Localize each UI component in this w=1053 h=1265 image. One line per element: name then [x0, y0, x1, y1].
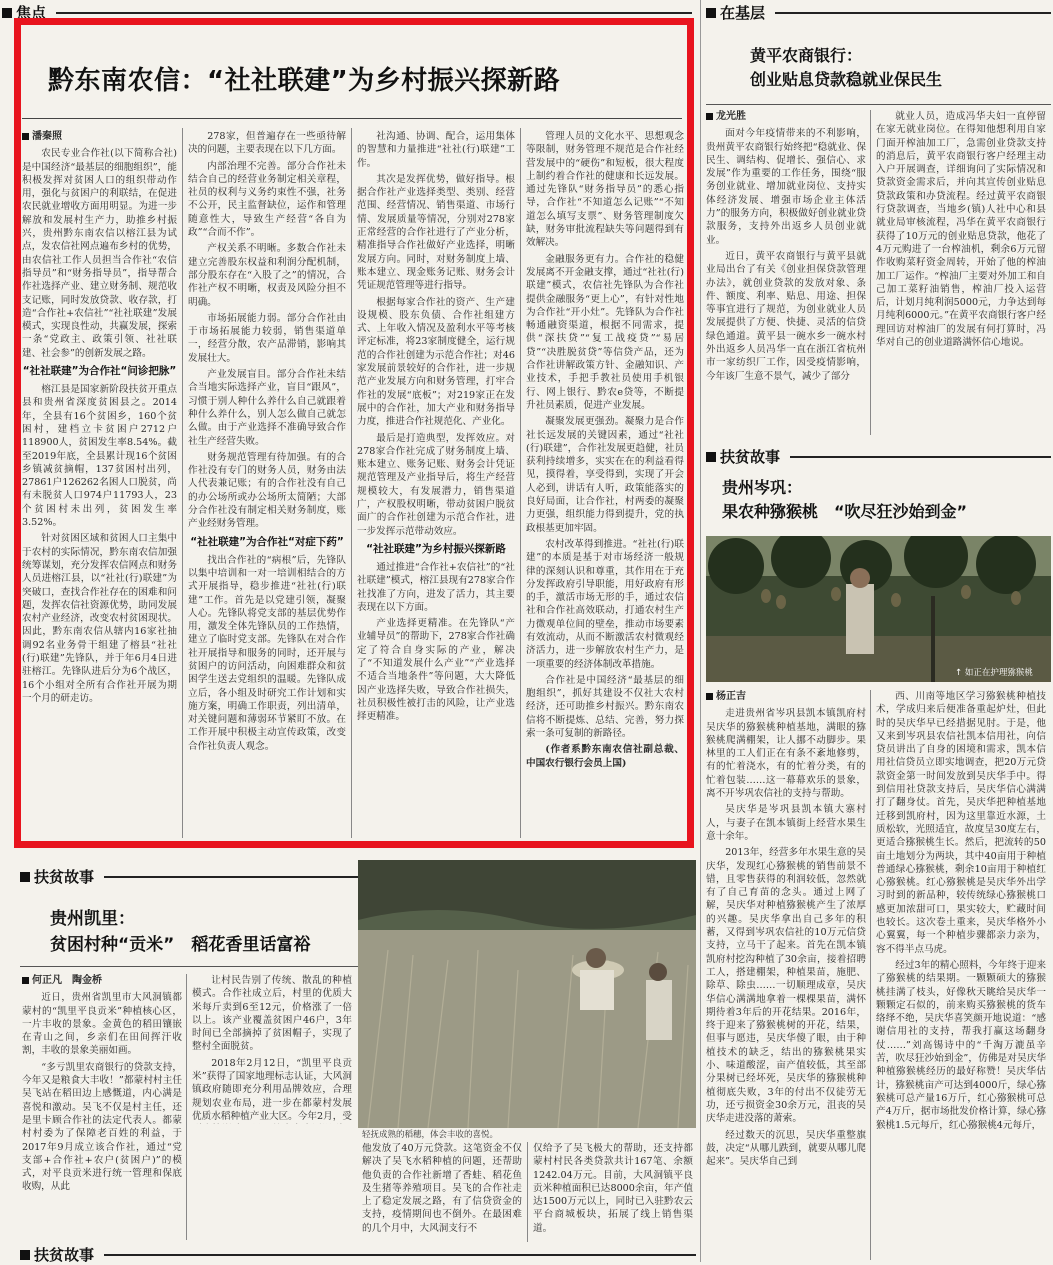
right-mid-column-1: [706, 690, 866, 1260]
paragraph: 产业发展盲目。部分合作社未结合当地实际选择产业，盲目“跟风”，习惯于别人种什么养什么自己就跟着种什么养什么，别人怎么做自己就怎么做。由于产业选择不准确导致合作社生产经营失败。: [188, 369, 346, 447]
headline-line: 贵州凯里：: [50, 909, 135, 929]
paragraph: 社沟通、协调、配合，运用集体的智慧和力量推进“社社(行)联建”工作。: [357, 131, 515, 169]
left-bottom-column-2b: [192, 1142, 352, 1242]
right-top-headline: [750, 44, 1040, 92]
main-column-2: [188, 130, 346, 835]
subheading: “社社联建”为合作社“对症下药”: [190, 535, 344, 548]
section-square-icon: [20, 1250, 30, 1260]
paragraph: 近日，黄平农商银行与黄平县就业局出台了有关《创业担保贷款管理办法》，就创业贷款的发放对象、条件、额度、利率、贴息、用途、担保等事宜进行了规范，为创业就业人员发展提供了方便、快捷、灵活的信贷绿色通道。黄平县一碗水乡一碗水村外出返乡人员冯华一直在浙江省杭州市一家纺织厂工作，因受疫情影响，今年该厂生意不景气，减少了部分: [706, 250, 866, 382]
paragraph: 仅给予了吴飞极大的帮助，还支持都蒙村村民各类贷款共计167笔、余额1242.04万元。目前，大风洞镇平良贡米种植面积已达8000余亩，年产值达1500万元以上，同时已入驻黔农云平台商城板块，拓展了线上销售渠道。: [533, 1143, 693, 1234]
paragraph: 农村改革得到推进。“社社(行)联建”的本质是基于对市场经济一般规律的深刻认识和尊重，其作用在于充分发挥政府引导职能，用好政府有形的手，激活市场无形的手，通过农信社和合作社高效联动，打通农村生产力微观单位间的壁垒，推动市场要素有效流动，从而不断激活农村微观经济活力，进一步解放农村生产力，是一项重要的经济体制改革措施。: [526, 538, 684, 670]
paragraph: 面对今年疫情带来的不利影响，贵州黄平农商银行始终把“稳就业、保民生、调结构、促增长、强信心、求发展”作为重要的工作任务，围绕“服务创业就业、增加就业岗位、支持实体经济发展、增强市场企业主体活力”的服务方向，积极做好创业就业贷款服务，支持外出返乡人员创业就业。: [706, 128, 866, 246]
paragraph: 农民专业合作社(以下简称合社)是中国经济“最基层的细胞组织”，能积极发挥对贫困人口的组织带动作用，强化与贫困户的利联结，在促进农民就业增收方面用明显。为进一步解放和发展村生产力，助推乡村振兴，贵州黔东南农信以榕江县为试点，发农信社网点遍布乡村的优势，由农信社工作人员担当合作社“农信指导员”和“财务指导员”，指导帮合作社选择产业、建立财务制、规范收支记账，同时发放贷款、收存款，打造“合作社+农信社”“社社联建”发展模式，实现良性动，共赢发展，探索一条“党政主、政策引领、社社联建、社会参”的创新发展之路。: [22, 148, 177, 359]
kiwifruit-photo: [706, 536, 1051, 682]
paragraph: 吴庆华是岑巩县凯本镇大寨村人，与妻子在凯本镇街上经营水果生意十余年。: [706, 804, 866, 842]
section-square-icon: [20, 872, 30, 882]
paragraph: 2018年2月12日，“凯里平良贡米”获得了国家地理标志认证，大风洞镇政府随即充分利用品牌效应，合理规划农业布局，进一步在都蒙村发展优质水稻种植产业大区。今年2月，受: [192, 1057, 352, 1122]
paragraph: 找出合作社的“病根”后，先锋队以集中培训和一对一培训相结合的方式开展指导，稳步推进“社社(行)联建”工作。首先是以党建引领，凝聚人心。先锋队将党支部的基层优势作用，激发全体先锋队员的工作热情，建立了临时党支部。先锋队在对合作社开展指导和服务的同时，还开展与贫困户的访问活动，向困难群众和贫困学生送去党组织的温暖。先锋队成立后，各小组及时研究工作计划和实施方案，明确工作职责，列出清单，对关键问题和薄弱环节紧盯不放。在工作开展中积极主动宣传政策，改变合作社负责人观念。: [188, 554, 346, 752]
paragraph: 市场拓展能力弱。部分合作社由于市场拓展能力较弱，销售渠道单一，经营分散，农产品滞销，影响其发展壮大。: [188, 312, 346, 364]
main-headline: 黔东南农信：“社社联建”为乡村振兴探新路: [48, 66, 561, 96]
photo-caption: ↑ 如正在护理猕猴桃: [955, 668, 1033, 678]
section-title: 扶贫故事: [720, 448, 781, 466]
paragraph: 他发放了40万元贷款。这笔资金不仅解决了吴飞水稻种植的问题，还帮助他负责的合作社新增了香蛙、稻花鱼及生猪等养殖项目。吴飞的合作社走上了稳定发展之路，有了信贷资金的支持，疫情期间也不倒外。在最困难的几个月中，大风洞支行不: [362, 1143, 522, 1234]
paragraph: 管理人员的文化水平、思想观念等限制，财务管理不规范是合作社经营发展中的“硬伤”和短板，很大程度上制约着合作社的健康和长远发展。通过先锋队“财务指导员”的悉心指导，合作社“不知道怎么记账”“不知道怎么填写支票”、财务管理制度欠缺，财务审批流程缺失等问题得到有效解决。: [526, 131, 684, 249]
section-title: 焦点: [16, 4, 47, 22]
paragraph: 西、川南等地区学习猕猴桃种植技术，学成归来后便准备重起炉灶，但此时的吴庆华早已经措据见肘。于是，他又来到岑巩县农信社凯本信用社，向信贷员讲出了自身的困境和需求，凯本信用社信贷员立即实地调查，把20万元贷款资金第一时间发放到吴庆华手中。得到信用社贷款支持后，吴庆华信心满满打了翻身仗。首先，吴庆华把种植基地迁移到凯府村，因为这里靠近水源，土质松软，光照适宜，故度呈30度左右，更适合猕猴桃生长。然后，把流转的50亩土地划分为两块，其中40亩用于种植普通绿心猕猴桃，剩余10亩用于种植红心猕猴桃。红心猕猴桃是吴庆华外出学习时到的新品种，较传统绿心猕猴桃口感更加浓甜可口，果实较大，贮藏时间也较长。这次卷土重来，吴庆华格外小心翼翼，每一个种植步骤都亲力亲为，容不得半点马虎。: [876, 691, 1046, 955]
main-column-1: [22, 130, 177, 835]
paragraph: 财务规范管理有待加强。有的合作社没有专门的财务人员，财务由法人代表兼记账；有的合作社没有自己的办公场所或办公场所太简陋；大部分合作社没有制定相关财务制度，账产业经财务管理。: [188, 451, 346, 530]
subheading: “社社联建”为乡村振兴探新路: [366, 542, 506, 555]
left-bottom-column-4: [533, 1142, 693, 1242]
paragraph: 就业人员，造成冯华夫妇一直停留在家无就业岗位。在得知他想利用自家门面开榨油加工厂，急需创业贷款支持的消息后，黄平农商银行客户经理主动入户开展调查，详细询问了实际情况和贷款资金需求后，并向其宣传创业贴息贷款政策和办贷流程。经过黄平农商银行贷款调查，当地乡(镇)人社中心和县就业局审核流程，冯华在黄平农商银行获得了10万元的创业贴息贷款，他花了4万元购进了一台榨油机，剩余6万元留作收购菜籽资金周转，开始了他的榨油加工厂运作。“榨油厂主要对外加工和自己加工菜籽油销售，榨油厂投入运营后，计划月纯利润5000元，力争达到每月纯利6000元。”在黄平农商银行客户经理回访对榨油厂的发展有何打算时，冯华对自己的创业道路满怀信心地说。: [876, 111, 1046, 349]
left-bottom-column-1: [22, 974, 182, 1240]
headline-line: 贵州岑巩：: [722, 478, 803, 497]
byline: 何正凡 陶金桥: [22, 974, 182, 987]
right-mid-column-2: [876, 690, 1046, 1260]
paragraph: 产业选择更精准。在先锋队“产业辅导员”的帮助下，278家合作社确定了符合自身实际的产业，解决了“不知道发展什么产业”“产业选择不适合当地条件”等问题，大大降低因产业选择失败，导致合作社损失，社员积极性被打击的风险，让产业选择更精准。: [357, 618, 515, 723]
paragraph: 通过推进“合作社+农信社”的“社社联建”模式，榕江县现有278家合作社找准了方向，进发了活力，其主要表现在以下方面。: [357, 561, 515, 613]
section-square-icon: [2, 8, 12, 18]
left-bottom-column-2: [192, 974, 352, 1124]
paragraph: 经过3年的精心照料，今年终于迎来了猕猴桃的结果期。一颗颗硕大的猕猴桃挂满了枝头，好像秋天眺给吴庆华一颗颗定石似的，前来购买猕猴桃的货车络绎不绝，吴庆华喜笑颜开地说道：“感谢信用社的支持，帮我打赢这场翻身仗……”刘高锡诗中的“千淘万漉虽辛苦，吹尽狂沙始到金”，仿佛是对吴庆华种植猕猴桃经历的最好称赞！吴庆华估计，猕猴桃亩产可达到4000斤，绿心猕猴桃可总产量16万斤，红心猕猴桃可总产4万斤，据市场批发价格计算，绿心猕猴桃1.5元每斤，红心猕猴桃4元每斤，: [876, 959, 1046, 1131]
headline-line: 黄平农商银行：: [750, 46, 863, 65]
paragraph: 近日，贵州省凯里市大风洞镇都蒙村的“凯里平良贡米”种植核心区，一片丰收的景象。金黄色的稻田镶嵌在青山之间，乡亲们在田间挥汗收割，丰收的景象美丽如画。: [22, 992, 182, 1057]
subheading: “社社联建”为合作社“问诊把脉”: [22, 365, 177, 378]
headline-line: 创业贴息贷款稳就业保民生: [750, 70, 943, 89]
left-bottom-column-3: [362, 1142, 522, 1242]
section-title: 在基层: [720, 4, 766, 22]
byline: 杨正吉: [706, 690, 866, 703]
section-header-at-grassroots: [706, 2, 1051, 23]
paragraph: 最后是打造典型，发挥效应。对278家合作社完成了财务制度上墙、账本建立、账务记账、财务会计凭证规范管理及产业指导后，将生产经营规模较大，有发展潜力，销售渠道广，产权股权明晰，带动贫困户脱贫面广的合作社创建为示范合作社，进一步发挥示范带动效应。: [357, 432, 515, 537]
section-header-poverty-story: [706, 446, 1051, 467]
byline: 潘秦照: [22, 130, 177, 143]
byline: 龙光胜: [706, 110, 866, 123]
paragraph: 2013年，经营多年水果生意的吴庆华，发现红心猕猴桃的销售前景不错，且零售获得的利润较低，忽然就有了自己育苗的念头。通过上网了解，吴庆华对种植猕猴桃产生了浓厚的兴趣。吴庆华拿出自己多年的积蓄，又得到岑巩农信社的10万元信贷支持，立马干了起来。首先在凯本镇凯府村挖沟种植了30余亩，接着招聘工人，搭建棚架，种植果苗，施肥、除草、除虫……一切顺理成章，吴庆华信心满满地拿着一棵棵果苗，满怀期待着3年后的开花结果。2016年，终于迎来了猕猴桃树的开花，结果，但事与愿违，吴庆华傻了眼，由于种植技术的缺乏，结出的猕猴桃果实小、味道酸涩，亩产值较低，其至部分果树已经坏死，吴庆华的猕猴桃种植彻底失败，3年的付出不仅徒劳无功，还亏损资金30余万元，沮丧的吴庆华走进没落的萧索。: [706, 847, 866, 1125]
paragraph: (作者系黔东南农信社副总裁、中国农行银行会员上国): [526, 744, 684, 769]
paragraph: 榕江县是国家新阶段扶贫开重点县和贵州省深度贫困县之。2014年，全县有16个贫困乡，160个贫困村，建档立卡贫困户2712户118900人，贫困发生率8.54%。截至2019年底，全县累计现16个贫困乡镇减贫摘帽，137贫困村出列，27861户126262名困人口脱贫，尚有未脱贫人口974户11793人，23个贫困村未出列，贫困发生率3.52%。: [22, 384, 177, 529]
paragraph: 凝聚发展更强劲。凝聚力是合作社长远发展的关键因素，通过“社社(行)联建”，合作社发展更趋健，社员获利持续增多，实实在在的利益看得见，摸得着，享受得到，实现了开会人必到，讲话有人听，政策能落实的良好局面，让合作社，村两委的凝聚力更强，组织能力得到提升，党的执政根基更加牢固。: [526, 416, 684, 534]
headline-line: 果农种猕猴桃 “吹尽狂沙始到金”: [722, 502, 968, 521]
paragraph: 金融服务更有力。合作社的稳健发展离不开金融支撑，通过“社社(行)联建”模式，农信社先锋队为合作社提供金融服务“更上心”，有针对性地为合作社“开小灶”。先锋队为合作社畅通融资渠道，根据不同需求，提供“深扶贷”“复工战疫贷”“易居贷”“决胜脱贫贷”等信贷产品，还为合作社讲解政策方针、金融知识、产业技术，手把手教社员使用手机银行、网上银行、黔农e贷等，不断提升社员素质，促进产业发展。: [526, 253, 684, 411]
right-mid-headline: [722, 476, 1047, 524]
paragraph: 内部治理不完善。部分合作社未结合自己的经营业务制定相关章程，社员的权利与义务约束性不强，社务不公开，民主监督缺位，运作和管理随意性大，导致生产经营“各自为政”“合而不作”。: [188, 160, 346, 239]
photo-caption: 轻抚成熟的稻穗，体会丰收的喜悦。: [362, 1130, 499, 1140]
paragraph: 走进贵州省岑巩县凯本镇凯府村吴庆华的猕猴桃种植基地，满眼的猕猴桃爬满棚架，让人挪不动脚步。果林里的工人们正在有条不紊地修剪，有的忙着浇水，有的忙着分类，有的忙着包装……这一幕幕欢乐的景象，离不开岑巩农信社的支持与帮助。: [706, 708, 866, 800]
paragraph: 让村民告别了传统、散乱的种植模式。合作社成立后，村里的优质大米每斤卖到6至12元，价格涨了一倍以上。该产业覆盖贫困户46户，3年时间已全部摘掉了贫困帽子，实现了整村全面脱贫。: [192, 975, 352, 1053]
main-column-4: [526, 130, 684, 835]
paragraph: 其次是发挥优势，做好指导。根据合作社产业选择类型、类别、经营范围、经营情况、销售渠道、市场行情、发展质量等情况，分别对278家正常经营的合作社进行了产业分析，精准指导合作社做好产业选择，明晰发展方向。同时，对财务制度上墙、账本建立、现金账务记账、财务会计凭证规范管理等进行指导。: [357, 173, 515, 292]
headline-line: 贫困村种“贡米” 稻花香里话富裕: [50, 935, 311, 955]
section-title: 扶贫故事: [34, 1246, 95, 1264]
paragraph: 合作社是中国经济“最基层的细胞组织”，抓好其建设不仅社大农村经济，还可助推乡村振兴。黔东南农信将不断提炼、总结、完善，努力探索一条可复制的新路径。: [526, 674, 684, 740]
paragraph: 经过数天的沉思，吴庆华重整旗鼓，决定“从哪儿跌到，就要从哪儿爬起来”。吴庆华自己到: [706, 1129, 866, 1168]
right-top-column-1: [706, 110, 866, 435]
paragraph: 产权关系不明晰。多数合作社未建立完善股东权益和利润分配机制，部分股东存在“入股了之”的情况，合作社产权不明晰，权责及风险分担不明确。: [188, 243, 346, 308]
rice-field-photo: [358, 860, 696, 1128]
section-square-icon: [706, 8, 716, 18]
paragraph: 278家，但普遍存在一些亟待解决的问题，主要表现在以下几方面。: [188, 131, 346, 156]
main-column-3: [357, 130, 515, 835]
left-bottom-headline: [50, 906, 380, 958]
paragraph: “多亏凯里农商银行的贷款支持，今年又是粮食大丰收！”都蒙村村主任吴飞站在稻田边上感慨道，内心满是喜悦和激动。吴飞不仅是村主任，还是里卡顾合作社的法定代表人。都蒙村村委为了保障老百姓的利益，于2017年9月成立该合作社，通过“党支部+合作社+农户(贫困户)”的模式，对平良贡米进行统一管理和保底收购，从此: [22, 1061, 182, 1193]
section-title: 扶贫故事: [34, 868, 95, 886]
paragraph: 针对贫困区域和贫困人口主集中于农村的实际情况，黔东南农信加强统筹谋划，充分发挥农信网点和财务人员进榕江县，以“社社(行)联建”为突破口，查找合作社存在的困难和问题，发挥农信社资源优势，助同发展农村产业经济，改变农村贫困现状。因此，黔东南农信从辖内16家社抽调92名业务骨干组建了榕县“社社(行)联建”先锋队，并于年6月4日进驻榕江。先锋队进后分为6个战区，16个小组对全所有合作社开展为期一个月的研走访。: [22, 533, 177, 704]
right-top-column-2: [876, 110, 1046, 435]
paragraph: 根据每家合作社的资产、生产建设规模、股东负债、合作社组建方式、上年收入情况及盈利水平等考核评定标准，将23家制度健全，运行规范的合作社创建为示范合作社；对46家发展前景较好的合作社，进一步规范产业发展方向和财务管理，打牢合作社的发展“底板”；对219家正在发展中的合作社，加大产业和财务指导力度，推进合作社规范化、产业化。: [357, 296, 515, 428]
section-square-icon: [706, 452, 716, 462]
